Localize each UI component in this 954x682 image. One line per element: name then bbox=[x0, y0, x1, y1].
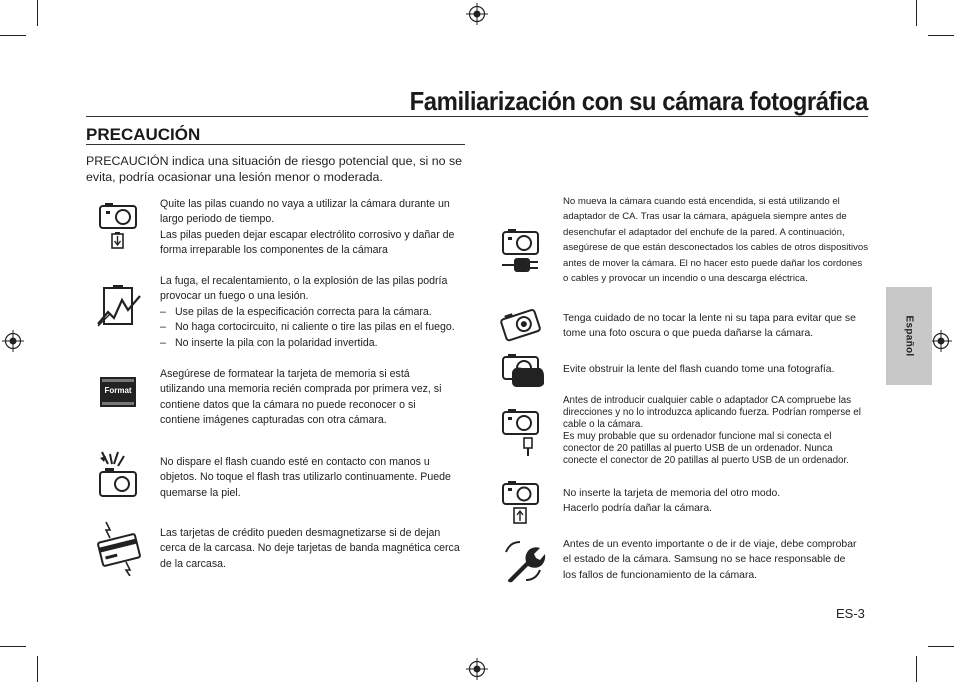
paragraph: Antes de introducir cualquier cable o adaptador CA compruebe las direcciones y no lo introduzca aplicando fuerza. Podrían romperse el cable o la cámara. bbox=[563, 395, 861, 430]
crop-mark bbox=[916, 656, 917, 682]
left-item-2-text bbox=[160, 274, 475, 351]
language-tab bbox=[886, 287, 932, 385]
right-item-3-text: Evite obstruir la lente del flash cuando tome una fotografía. bbox=[563, 364, 835, 375]
paragraph: La fuga, el recalentamiento, o la explosión de las pilas podría provocar un fuego o una lesión. bbox=[160, 275, 448, 303]
paragraph: No inserte la tarjeta de memoria del otro modo. bbox=[563, 488, 781, 499]
left-item-4-text bbox=[160, 455, 465, 501]
credit-card-magnet-icon bbox=[96, 520, 142, 576]
format-card-icon bbox=[98, 375, 138, 409]
page-number: ES-3 bbox=[836, 606, 865, 621]
paragraph: Es muy probable que su ordenador funcione mal si conecta el conector de 20 patillas al puerto USB de un ordenador. Nunca conecte el conector de 20 patillas al puerto USB de un ordenador. bbox=[563, 431, 849, 466]
list-item: – No haga cortocircuito, ni caliente o tire las pilas en el fuego. bbox=[160, 320, 475, 335]
title-divider bbox=[86, 116, 868, 117]
registration-mark-icon bbox=[930, 330, 952, 352]
crop-mark bbox=[37, 0, 38, 26]
camera-card-insert-icon bbox=[500, 480, 542, 526]
registration-mark-icon bbox=[466, 3, 488, 25]
flash-contact-icon bbox=[96, 450, 142, 500]
camera-lens-touch-icon bbox=[500, 308, 542, 342]
paragraph: Las tarjetas de crédito pueden desmagnetizarse si de dejan cerca de la carcasa. No deje tarjetas de banda magnética cerca de la carcasa. bbox=[160, 527, 460, 570]
section-title: PRECAUCIÓN bbox=[86, 125, 201, 144]
bullet-list bbox=[160, 305, 475, 351]
paragraph: Las pilas pueden dejar escapar electrólito corrosivo y dañar de forma irreparable los componentes de la cámara bbox=[160, 228, 455, 257]
paragraph: Hacerlo podría dañar la cámara. bbox=[563, 503, 713, 515]
crop-mark bbox=[0, 646, 26, 647]
right-item-1-text: No mueva la cámara cuando está encendida, si está utilizando el adaptador de CA. Tras usar la cámara, apáguela siempre antes de desenchufar el adaptador del enchufe de la pared. A continuación, asegúrese de que están desconectados los cables de otros dispositivos antes de mover la cámara. El no hacer esto puede dañar los cordones o cables y provocar un incendio o una descarga eléctrica. bbox=[563, 196, 869, 285]
paragraph: Quite las pilas cuando no vaya a utilizar la cámara durante un largo periodo de tiempo. bbox=[160, 198, 450, 226]
right-item-2-text: Tenga cuidado de no tocar la lente ni su tapa para evitar que se tome una foto oscura o que pueda dañarse la cámara. bbox=[563, 313, 856, 340]
camera-usb-cable-icon bbox=[500, 408, 542, 458]
crop-mark bbox=[37, 656, 38, 682]
camera-plug-icon bbox=[500, 228, 542, 278]
left-item-1-text bbox=[160, 197, 470, 259]
camera-battery-icon bbox=[97, 202, 139, 250]
paragraph: No dispare el flash cuando esté en contacto con manos u objetos. No toque el flash tras utilizarlo continuamente. Puede quemarse la piel. bbox=[160, 456, 451, 499]
right-item-6-text: Antes de un evento importante o de ir de viaje, debe comprobar el estado de la cámara. Samsung no se hace responsable de los fallos de funcionamiento de la cámara. bbox=[563, 539, 857, 581]
crop-mark bbox=[916, 0, 917, 26]
wrench-check-icon bbox=[500, 538, 546, 584]
paragraph: Asegúrese de formatear la tarjeta de memoria si está utilizando una memoria recién comprada por primera vez, si contiene datos que la cámara no puede reconocer o si contiene imágenes capturadas con otra cámara. bbox=[160, 368, 442, 427]
crop-mark bbox=[928, 646, 954, 647]
right-item-4-text bbox=[563, 395, 869, 467]
format-label: Format bbox=[104, 386, 132, 395]
battery-fire-icon bbox=[96, 284, 142, 328]
section-divider bbox=[86, 144, 465, 145]
crop-mark bbox=[0, 35, 26, 36]
language-tab-label: Español bbox=[903, 315, 915, 357]
left-item-3-text bbox=[160, 367, 450, 429]
list-item: – Use pilas de la especificación correcta para la cámara. bbox=[160, 305, 475, 320]
registration-mark-icon bbox=[466, 658, 488, 680]
list-item: – No inserte la pila con la polaridad invertida. bbox=[160, 336, 475, 351]
page-title: Familiarización con su cámara fotográfica bbox=[409, 86, 868, 116]
registration-mark-icon bbox=[2, 330, 24, 352]
crop-mark bbox=[928, 35, 954, 36]
intro-text: PRECAUCIÓN indica una situación de riesgo potencial que, si no se evita, podría ocasionar una lesión menor o moderada. bbox=[86, 154, 463, 184]
left-item-5-text bbox=[160, 526, 460, 572]
camera-flash-block-icon bbox=[500, 352, 546, 388]
right-item-5-text bbox=[563, 486, 867, 517]
